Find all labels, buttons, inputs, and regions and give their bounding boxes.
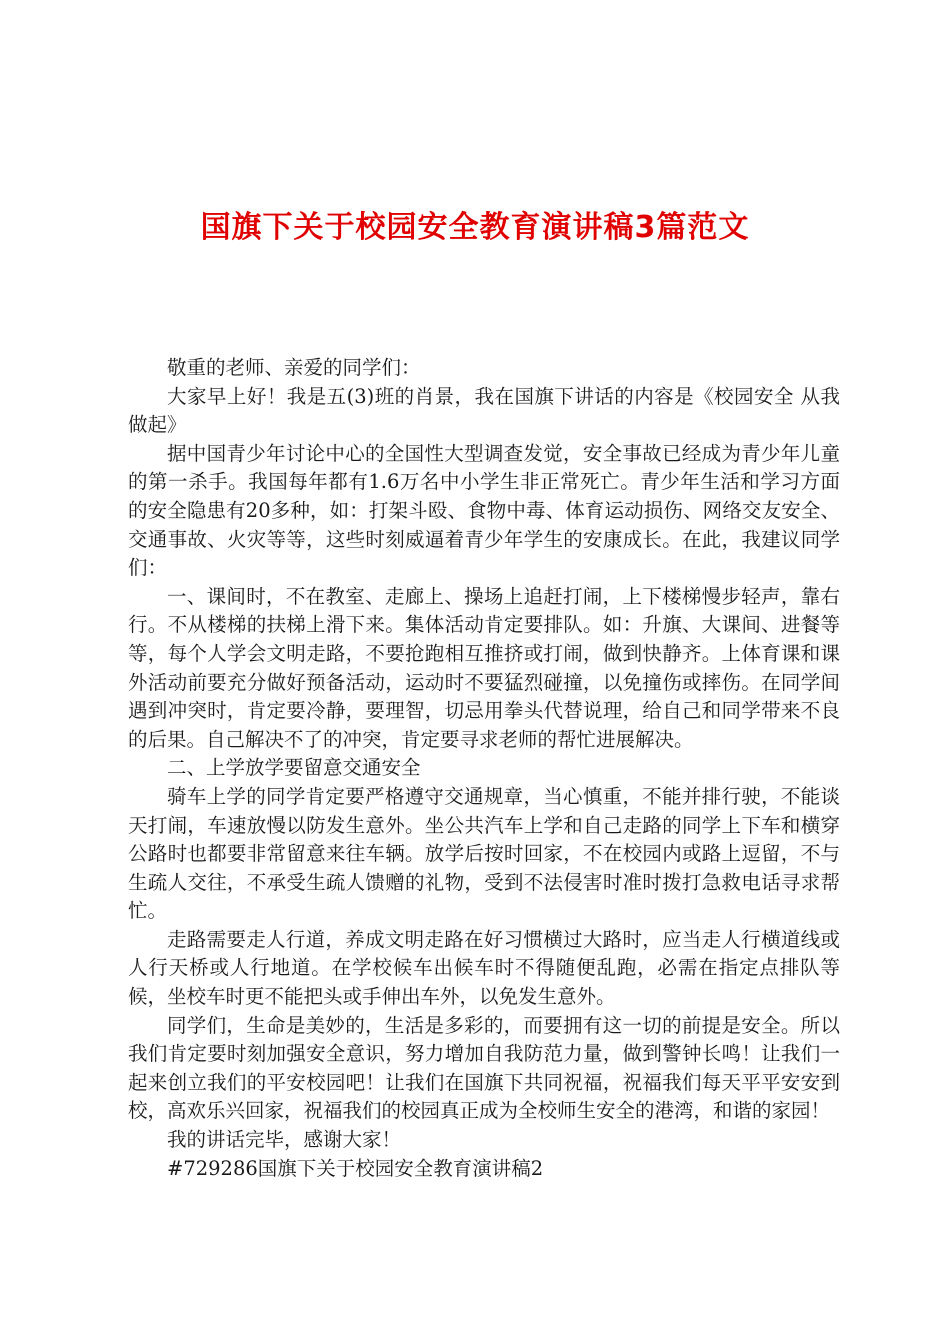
paragraph-greeting: 大家早上好！我是五(3)班的肖景，我在国旗下讲话的内容是《校园安全 从我做起》 xyxy=(128,384,840,437)
paragraph-point-two-heading: 二、上学放学要留意交通安全 xyxy=(167,756,421,780)
document-body xyxy=(128,354,840,1183)
paragraph-cycling-safety: 骑车上学的同学肯定要严格遵守交通规章，当心慎重，不能并排行驶，不能谈天打闹，车速放慢以防发生意外。坐公共汽车上学和自己走路的同学上下车和横穿公路时也都要非常留意来往车辆。放学后按时回家，不在校园内或路上逗留，不与生疏人交往，不承受生疏人馈赠的礼物，受到不法侵害时准时拨打急救电话寻求帮忙。 xyxy=(128,784,840,923)
document-title: 国旗下关于校园安全教育演讲稿3篇范文 xyxy=(200,210,750,245)
paragraph-conclusion: 同学们，生命是美妙的，生活是多彩的，而要拥有这一切的前提是安全。所以我们肯定要时刻加强安全意识，努力增加自我防范力量，做到警钟长鸣！让我们一起来创立我们的平安校园吧！让我们在国旗下共同祝福，祝福我们每天平平安安到校，高欢乐兴回家，祝福我们的校园真正成为全校师生安全的港湾，和谐的家园！ xyxy=(128,1013,840,1123)
paragraph-walking-safety: 走路需要走人行道，养成文明走路在好习惯横过大路时，应当走人行横道线或人行天桥或人行地道。在学校候车出候车时不得随便乱跑，必需在指定点排队等候，坐校车时更不能把头或手伸出车外，以免发生意外。 xyxy=(128,927,840,1009)
paragraph-salutation: 敬重的老师、亲爱的同学们： xyxy=(167,356,421,379)
paragraph-next-article: #729286国旗下关于校园安全教育演讲稿2 xyxy=(167,1156,544,1180)
paragraph-statistics: 据中国青少年讨论中心的全国性大型调查发觉，安全事故已经成为青少年儿童的第一杀手。我国每年都有1.6万名中小学生非正常死亡。青少年生活和学习方面的安全隐患有20多种，如：打架斗殴、食物中毒、体育运动损伤、网络交友安全、交通事故、火灾等等，这些时刻威逼着青少年学生的安康成长。在此，我建议同学们： xyxy=(128,441,840,580)
paragraph-closing: 我的讲话完毕，感谢大家！ xyxy=(167,1128,402,1152)
paragraph-point-one: 一、课间时，不在教室、走廊上、操场上追赶打闹，上下楼梯慢步轻声，靠右行。不从楼梯的扶梯上滑下来。集体活动肯定要排队。如：升旗、大课间、进餐等等，每个人学会文明走路，不要抢跑相互推挤或打闹，做到快静齐。上体育课和课外活动前要充分做好预备活动，运动时不要猛烈碰撞，以免撞伤或摔伤。在同学间遇到冲突时，肯定要冷静，要理智，切忌用拳头代替说理，给自己和同学带来不良的后果。自己解决不了的冲突，肯定要寻求老师的帮忙进展解决。 xyxy=(128,584,840,751)
